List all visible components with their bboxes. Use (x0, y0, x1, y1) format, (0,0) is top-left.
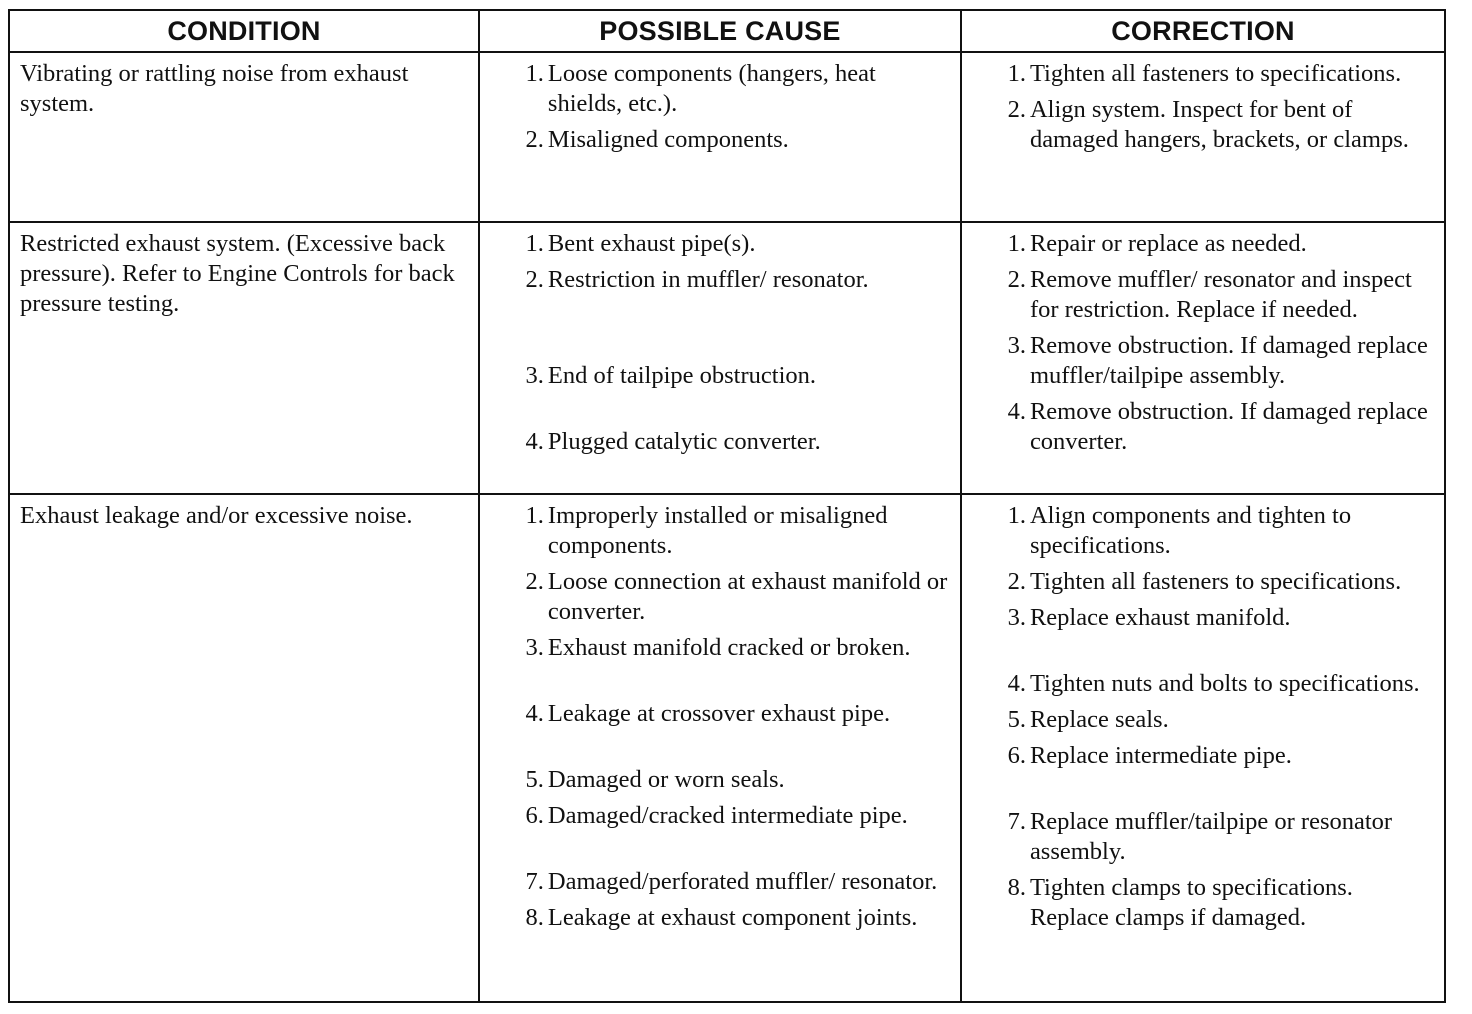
item-text: Damaged/perforated muffler/ resonator. (547, 868, 938, 895)
correction-item (972, 705, 1434, 735)
item-number: 1. (1007, 230, 1026, 257)
item-number: 2. (525, 568, 544, 595)
correction-item (972, 873, 1434, 933)
cause-item (490, 59, 950, 119)
item-text: End of tailpipe obstruction. (547, 362, 817, 389)
cause-item (490, 867, 950, 897)
item-number: 2. (1007, 266, 1026, 293)
correction-cell (961, 222, 1445, 494)
item-number: 5. (1007, 706, 1026, 733)
correction-item (972, 331, 1434, 391)
cause-item (490, 361, 950, 421)
item-number: 1. (1007, 60, 1026, 87)
item-text: Misaligned components. (547, 126, 789, 153)
item-number: 3. (525, 634, 544, 661)
item-number: 3. (525, 362, 544, 389)
correction-cell (961, 52, 1445, 222)
item-text: Bent exhaust pipe(s). (547, 230, 756, 257)
item-text: Exhaust manifold cracked or broken. (547, 634, 911, 661)
item-number: 1. (525, 60, 544, 87)
correction-item (972, 669, 1434, 699)
item-text: Plugged catalytic converter. (547, 428, 821, 455)
item-number: 3. (1007, 332, 1026, 359)
condition-cell: Restricted exhaust system. (Excessive back pressure). Refer to Engine Controls for back pressure testing. (9, 222, 479, 494)
item-number: 2. (1007, 568, 1026, 595)
item-number: 4. (1007, 398, 1026, 425)
item-text: Loose components (hangers, heat shields, etc.). (547, 60, 876, 117)
item-text: Improperly installed or misaligned components. (547, 502, 888, 559)
cause-item (490, 501, 950, 561)
correction-item (972, 59, 1434, 89)
correction-item (972, 603, 1434, 663)
item-text: Remove obstruction. If damaged replace muffler/tailpipe assembly. (1029, 332, 1428, 389)
item-text: Replace exhaust manifold. (1029, 604, 1291, 631)
item-text: Align components and tighten to specifications. (1029, 502, 1352, 559)
correction-item (972, 807, 1434, 867)
item-text: Tighten all fasteners to specifications. (1029, 60, 1402, 87)
item-number: 7. (1007, 808, 1026, 835)
item-number: 4. (525, 428, 544, 455)
item-number: 2. (1007, 96, 1026, 123)
item-number: 4. (1007, 670, 1026, 697)
item-number: 1. (525, 230, 544, 257)
item-text: Replace intermediate pipe. (1029, 742, 1292, 769)
cause-item (490, 633, 950, 693)
correction-cell (961, 494, 1445, 1002)
item-text: Replace muffler/tailpipe or resonator assembly. (1029, 808, 1393, 865)
cause-item (490, 903, 950, 933)
item-number: 7. (525, 868, 544, 895)
cause-item (490, 125, 950, 155)
cause-cell (479, 52, 961, 222)
header-correction: CORRECTION (961, 10, 1445, 52)
item-text: Tighten clamps to specifications. Replace clamps if damaged. (1029, 874, 1353, 931)
correction-item (972, 397, 1434, 457)
table-row (9, 222, 1445, 494)
correction-item (972, 265, 1434, 325)
table-row (9, 52, 1445, 222)
item-text: Repair or replace as needed. (1029, 230, 1307, 257)
item-text: Remove obstruction. If damaged replace converter. (1029, 398, 1428, 455)
cause-item (490, 801, 950, 861)
item-number: 6. (525, 802, 544, 829)
table-row (9, 494, 1445, 1002)
item-number: 5. (525, 766, 544, 793)
item-text: Align system. Inspect for bent of damaged hangers, brackets, or clamps. (1029, 96, 1409, 153)
correction-item (972, 567, 1434, 597)
cause-cell (479, 494, 961, 1002)
cause-item (490, 229, 950, 259)
correction-item (972, 95, 1434, 155)
cause-item (490, 765, 950, 795)
item-text: Damaged/cracked intermediate pipe. (547, 802, 908, 829)
table-header-row (9, 10, 1445, 52)
item-text: Leakage at exhaust component joints. (547, 904, 918, 931)
cause-item (490, 427, 950, 457)
cause-item (490, 567, 950, 627)
item-number: 1. (1007, 502, 1026, 529)
condition-cell: Vibrating or rattling noise from exhaust system. (9, 52, 479, 222)
correction-item (972, 501, 1434, 561)
item-text: Restriction in muffler/ resonator. (547, 266, 869, 293)
item-text: Replace seals. (1029, 706, 1169, 733)
correction-item (972, 229, 1434, 259)
cause-item (490, 699, 950, 759)
item-number: 4. (525, 700, 544, 727)
header-possible-cause: POSSIBLE CAUSE (479, 10, 961, 52)
item-number: 8. (1007, 874, 1026, 901)
item-number: 1. (525, 502, 544, 529)
item-text: Leakage at crossover exhaust pipe. (547, 700, 891, 727)
item-number: 8. (525, 904, 544, 931)
item-text: Loose connection at exhaust manifold or converter. (547, 568, 948, 625)
item-text: Tighten all fasteners to specifications. (1029, 568, 1402, 595)
correction-item (972, 741, 1434, 801)
item-number: 3. (1007, 604, 1026, 631)
item-text: Damaged or worn seals. (547, 766, 785, 793)
item-number: 6. (1007, 742, 1026, 769)
cause-item (490, 265, 950, 355)
cause-cell (479, 222, 961, 494)
header-condition: CONDITION (9, 10, 479, 52)
item-text: Remove muffler/ resonator and inspect for restriction. Replace if needed. (1029, 266, 1412, 323)
condition-cell: Exhaust leakage and/or excessive noise. (9, 494, 479, 1002)
item-number: 2. (525, 266, 544, 293)
item-number: 2. (525, 126, 544, 153)
item-text: Tighten nuts and bolts to specifications. (1029, 670, 1420, 697)
exhaust-diagnosis-table (8, 9, 1446, 1003)
